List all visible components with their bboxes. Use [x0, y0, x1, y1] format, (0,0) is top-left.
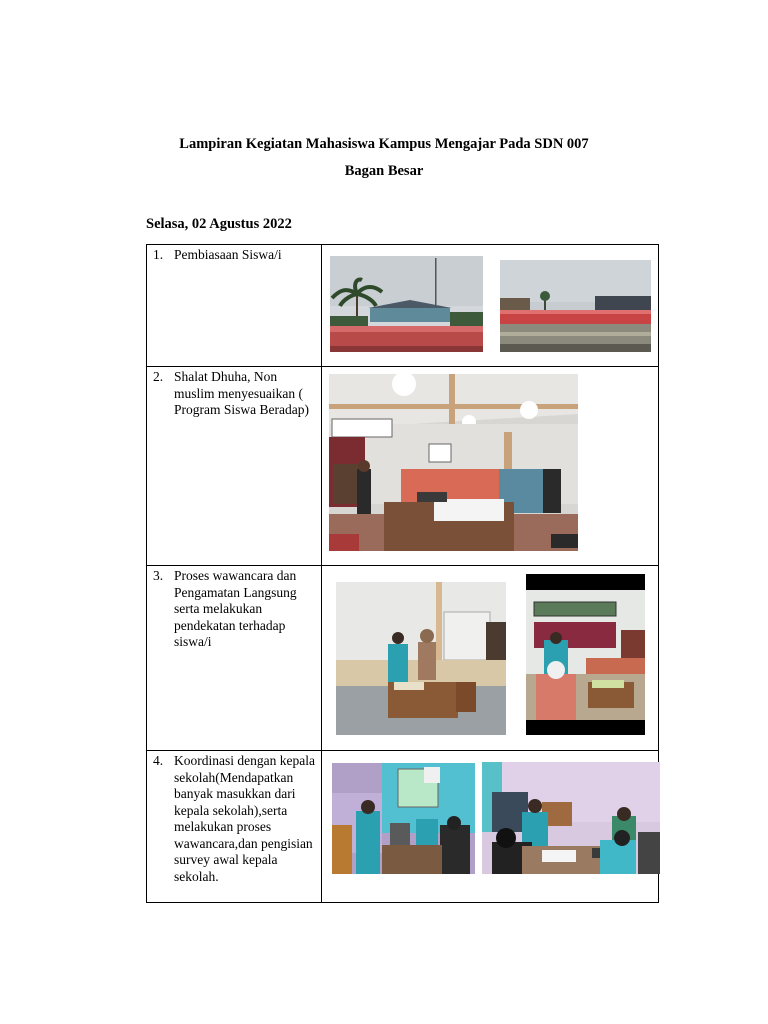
interview-photo — [336, 582, 506, 735]
activity-description: Pembiasaan Siswa/i — [174, 247, 282, 262]
table-row — [147, 751, 659, 903]
activity-description: Shalat Dhuha, Non muslim menyesuaikan ( Program Siswa Beradap) — [174, 369, 309, 417]
principal-meeting-photo — [332, 763, 475, 874]
activity-description: Proses wawancara dan Pengamatan Langsung serta melakukan pendekatan terhadap siswa/i — [174, 568, 297, 649]
document-subtitle: Bagan Besar — [344, 163, 424, 179]
table-row — [147, 367, 659, 566]
activity-photos-cell — [322, 367, 659, 566]
classroom-prayer-photo — [329, 374, 578, 551]
survey-photo — [482, 762, 660, 874]
activity-number: 2. — [153, 369, 164, 384]
activity-photos-cell — [322, 751, 659, 903]
activity-number: 1. — [153, 247, 164, 262]
student-approach-photo — [526, 574, 645, 735]
activity-label-cell — [147, 751, 322, 903]
activity-number: 3. — [153, 568, 164, 583]
activity-description: Koordinasi dengan kepala sekolah(Mendapatkan banyak masukkan dari kepala sekolah),serta melakukan proses wawancara,dan pengisian survey awal kepala sekolah. — [174, 753, 315, 884]
activity-photos-cell — [322, 566, 659, 751]
activity-label-cell — [147, 566, 322, 751]
table-row — [147, 245, 659, 367]
activity-number: 4. — [153, 753, 164, 768]
activity-label-cell — [147, 367, 322, 566]
assembly-photo — [330, 256, 483, 352]
document-title: Lampiran Kegiatan Mahasiswa Kampus Mengajar Pada SDN 007 — [179, 136, 589, 152]
table-row — [147, 566, 659, 751]
activity-photos-cell — [322, 245, 659, 367]
activity-label-cell — [147, 245, 322, 367]
activity-date: Selasa, 02 Agustus 2022 — [146, 216, 292, 232]
activity-table — [146, 244, 659, 903]
field-assembly-photo — [500, 260, 651, 352]
